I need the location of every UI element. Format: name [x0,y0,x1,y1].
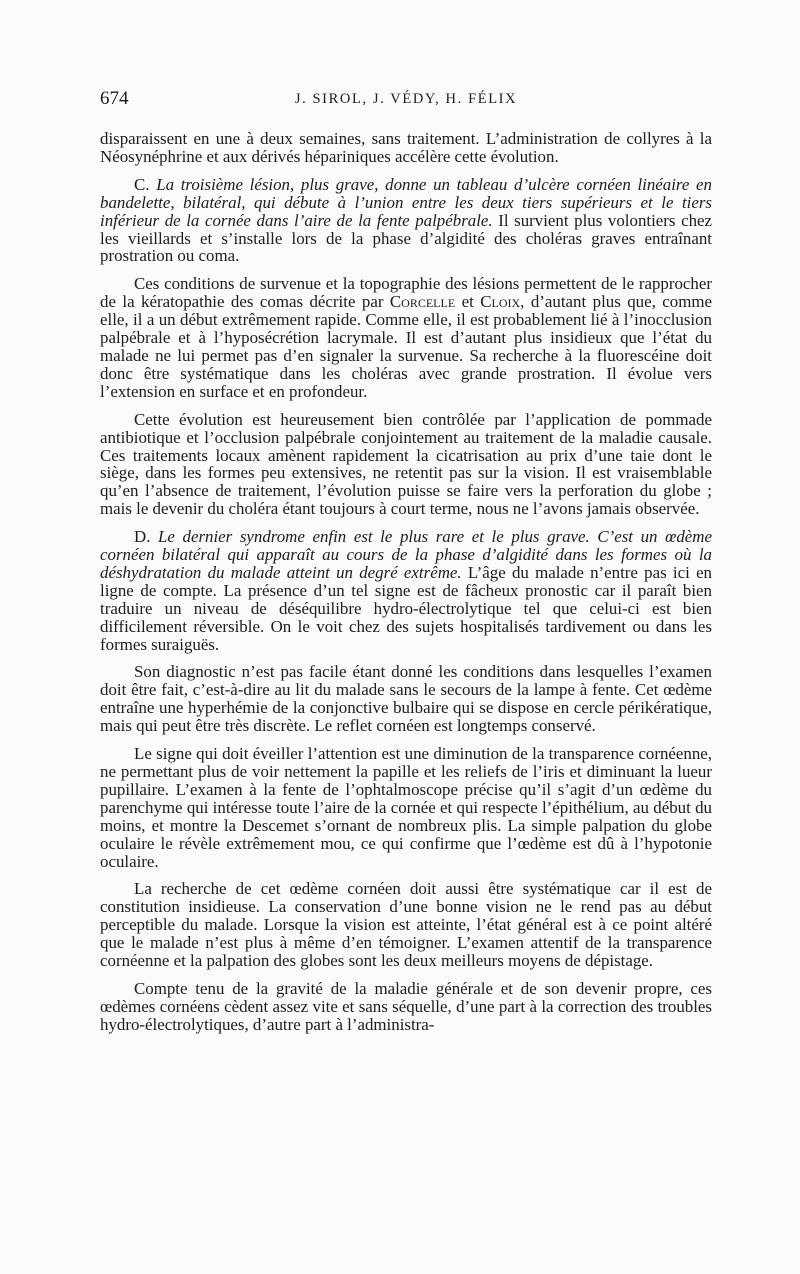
paragraph-recherche: La recherche de cet œdème cornéen doit aussi être systématique car il est de constitution insidieuse. La conservation d’une bonne vision ne le rend pas au début perceptible du malade. Lorsque la vision est atteinte, l’état général est à ce point altéré que le malade n’est plus à même d’en témoigner. L’examen attentif de la transparence cornéenne et la palpation des globes sont les deux meilleurs moyens de dépistage. [100,879,712,971]
page-header [100,88,712,116]
paragraph-conditions [100,275,712,400]
paragraph-compte-tenu: Compte tenu de la gravité de la maladie générale et de son devenir propre, ces œdèmes cornéens cèdent assez vite et sans séquelle, d’une part à la correction des troubles hydro-électrolytiques, d’autre part à l’administra- [100,978,712,1034]
author-corcelle: Corcelle [389,292,456,312]
paragraph-syndrome-d [100,528,712,653]
lesion-c-text: Il survient plus volontiers chez les vieillards et s’installe lors de la phase d’algidité des choléras graves entraînant prostration ou coma. [100,210,713,266]
conditions-text-2: et [455,292,481,312]
paragraph-evolution: Cette évolution est heureusement bien contrôlée par l’application de pommade antibiotique et l’occlusion palpébrale conjointement au traitement de la maladie causale. Ces traitements locaux amènent rapidement la cicatrisation au prix d’une taie dont le siège, dans les formes peu extensives, ne retentit pas sur la vision. Il est vraisemblable qu’en l’absence de traitement, l’évolution puisse se faire vers la perforation du globe ; mais le devenir du choléra étant toujours à court terme, nous ne l’avons jamais observée. [100,409,712,519]
page-number: 674 [100,88,129,109]
paragraph-signe: Le signe qui doit éveiller l’attention est une diminution de la transparence cornéenne, ne permettant plus de voir nettement la papille et les reliefs de l’iris et diminuant la lueur pupillaire. L’examen à la fente de l’ophtalmoscope précise qu’il s’agit d’un œdème du parenchyme qui intéresse toute l’aire de la cornée et qui respecte l’épithélium, au début du moins, et montre la Descemet s’ornant de nombreux plis. La simple palpation du globe oculaire le révèle extrêmement mou, ce qui confirme que l’œdème est dû à l’hypotonie oculaire. [100,744,712,871]
article-body [100,129,713,1034]
section-letter-c: C. [134,174,157,194]
paragraph-continued: disparaissent en une à deux semaines, sans traitement. L’administration de collyres à la Néosynéphrine et aux dérivés hépariniques accélère cette évolution. [100,129,712,166]
lesion-c-description: La troisième lésion, plus grave, donne un tableau d’ulcère cornéen linéaire en bandelette, bilatéral, qui débute à l’union entre les deux tiers supérieurs et le tiers inférieur de la cornée dans l’aire de la fente palpébrale. [100,174,712,230]
syndrome-d-description: Le dernier syndrome enfin est le plus rare et le plus grave. C’est un œdème cornéen bilatéral qui apparaît au cours de la phase d’algidité dans les formes où la déshydratation du malade atteint un degré extrême. [100,527,712,582]
running-head-authors: J. SIROL, J. VÉDY, H. FÉLIX [294,91,518,107]
conditions-text-1: Ces conditions de survenue et la topographie des lésions permettent de le rapprocher de la kératopathie des comas décrite par [100,274,712,312]
paragraph-lesion-c [100,176,712,266]
syndrome-d-text: L’âge du malade n’entre pas ici en ligne de compte. La présence d’un tel signe est de fâcheux pronostic car il paraît bien traduire un niveau de déséquilibre hydro-électrolytique tel que celui-ci est bien difficilement réversible. On le voit chez des sujets hospitalisés tardivement ou dans les formes suraiguës. [100,562,713,654]
section-letter-d: D. [134,527,159,547]
author-cloix: Cloix [480,292,521,312]
conditions-text-3: , d’autant plus que, comme elle, il a un début extrêmement rapide. Comme elle, il est probablement lié à l’inocclusion palpébrale et à l’hyposécrétion lacrymale. Il est d’autant plus insidieux que l’état du malade ne lui permet pas d’en signaler la survenue. Sa recherche à la fluorescéine doit donc être systématique dans les choléras avec grande prostration. Il évolue vers l’extension en surface et en profondeur. [100,292,712,401]
paragraph-diagnostic: Son diagnostic n’est pas facile étant donné les conditions dans lesquelles l’examen doit être fait, c’est-à-dire au lit du malade sans le secours de la lampe à fente. Cet œdème entraîne une hyperhémie de la conjonctive bulbaire qui se dispose en cercle périkératique, mais qui peut être très discrète. Le reflet cornéen est longtemps conservé. [100,662,712,736]
